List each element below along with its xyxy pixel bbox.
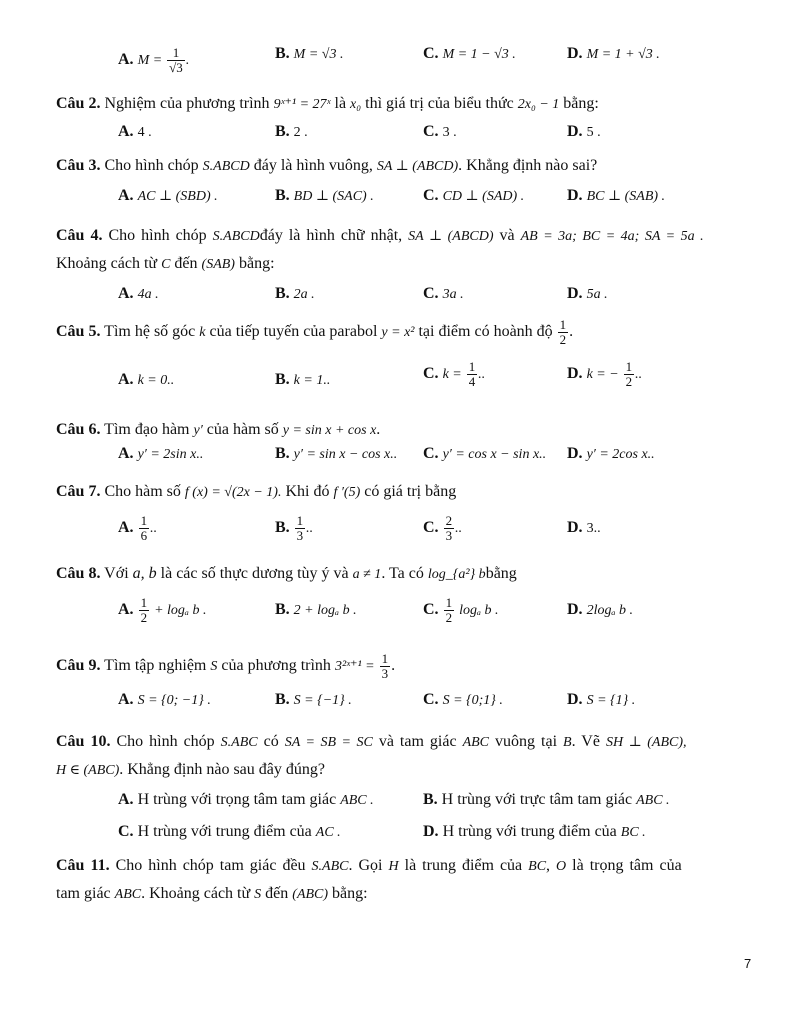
q7-option-b: B. $\frac{1}{3}$ .. [275,513,314,543]
q6-option-c: C. y′ = cos x − sin x.. [423,445,547,462]
question-10-line-2: H ∈ (ABC). Khẳng định nào sau đây đúng? [56,761,325,778]
q3-option-d: D. BC ⊥ (SAB) . [567,187,666,204]
q8-option-d: D. 2logₐ b . [567,601,634,618]
question-11: Câu 11. Cho hình chóp tam giác đều S.ABC. Gọi H là trung điểm của BC, O là trọng tâm của [56,857,682,874]
q6-option-d: D. y′ = 2cos x.. [567,445,655,462]
question-6: Câu 6. Tìm đạo hàm y′ của hàm số y = sin x + cos x. [56,421,381,438]
q1-option-b: B. M = √3 . [275,45,344,62]
q6-option-a: A. y′ = 2sin x.. [118,445,204,462]
q9-option-d: D. S = {1} . [567,691,636,708]
q10-option-b: B. H trùng với trực tâm tam giác ABC . [423,791,670,808]
q3-option-c: C. CD ⊥ (SAD) . [423,187,525,204]
q4-option-c: C. 3a . [423,285,464,302]
q1-option-a: A. M = $\frac{1}{√3}$ . [118,45,190,75]
q2-option-b: B. 2 . [275,123,308,140]
question-9: Câu 9. Tìm tập nghiệm S của phương trình 3²ˣ⁺¹ = $\frac{1}{3}$ . [56,651,396,681]
page-number: 7 [744,956,752,971]
question-2: Câu 2. Nghiệm của phương trình 9ˣ⁺¹ = 27ˣ là x₀ thì giá trị của biểu thức 2x₀ − 1 bằng: [56,95,599,112]
q5-option-a: A. k = 0.. [118,371,175,388]
q8-option-a: A. $\frac{1}{2}$ + logₐ b . [118,595,207,625]
q9-option-b: B. S = {−1} . [275,691,352,708]
q1-option-c: C. M = 1 − √3 . [423,45,516,62]
q4-option-b: B. 2a . [275,285,315,302]
question-4: Câu 4. Cho hình chóp S.ABCDđáy là hình chữ nhật, SA ⊥ (ABCD) và AB = 3a; BC = 4a; SA = 5a . [56,227,704,244]
q5-option-c: C. k = $\frac{1}{4}$ .. [423,359,486,389]
question-11-line-2: tam giác ABC. Khoảng cách từ S đến (ABC) bằng: [56,885,368,902]
q8-option-c: C. $\frac{1}{2}$ logₐ b . [423,595,499,625]
q9-option-c: C. S = {0;1} . [423,691,503,708]
q10-option-a: A. H trùng với trọng tâm tam giác ABC . [118,791,374,808]
q10-option-d: D. H trùng với trung điểm của BC . [423,823,646,840]
q2-option-d: D. 5 . [567,123,601,140]
question-3: Câu 3. Cho hình chóp S.ABCD đáy là hình vuông, SA ⊥ (ABCD). Khẳng định nào sai? [56,157,598,174]
q5-option-b: B. k = 1.. [275,371,331,388]
q6-option-b: B. y′ = sin x − cos x.. [275,445,398,462]
q7-option-c: C. $\frac{2}{3}$ .. [423,513,463,543]
q7-option-a: A. $\frac{1}{6}$ .. [118,513,158,543]
q2-option-a: A. 4 . [118,123,152,140]
q1-option-d: D. M = 1 + √3 . [567,45,660,62]
q8-option-b: B. 2 + logₐ b . [275,601,357,618]
question-4-line-2: Khoảng cách từ C đến (SAB) bằng: [56,255,275,272]
question-8: Câu 8. Với a, b là các số thực dương tùy ý và a ≠ 1. Ta có log_{a²} bbằng [56,565,517,582]
question-5: Câu 5. Tìm hệ số góc k của tiếp tuyến của parabol y = x² tại điểm có hoành độ $\frac{1}{2}$ . [56,317,574,347]
q3-option-a: A. AC ⊥ (SBD) . [118,187,218,204]
question-7: Câu 7. Cho hàm số f (x) = √(2x − 1). Khi đó f ′(5) có giá trị bằng [56,483,457,500]
q10-option-c: C. H trùng với trung điểm của AC . [118,823,341,840]
q5-option-d: D. k = − $\frac{1}{2}$ .. [567,359,643,389]
q2-option-c: C. 3 . [423,123,457,140]
q4-option-d: D. 5a . [567,285,608,302]
q4-option-a: A. 4a . [118,285,159,302]
q7-option-d: D. 3.. [567,519,601,536]
q9-option-a: A. S = {0; −1} . [118,691,211,708]
question-10: Câu 10. Cho hình chóp S.ABC có SA = SB = SC và tam giác ABC vuông tại B. Vẽ SH ⊥ (ABC), [56,733,687,750]
q3-option-b: B. BD ⊥ (SAC) . [275,187,374,204]
